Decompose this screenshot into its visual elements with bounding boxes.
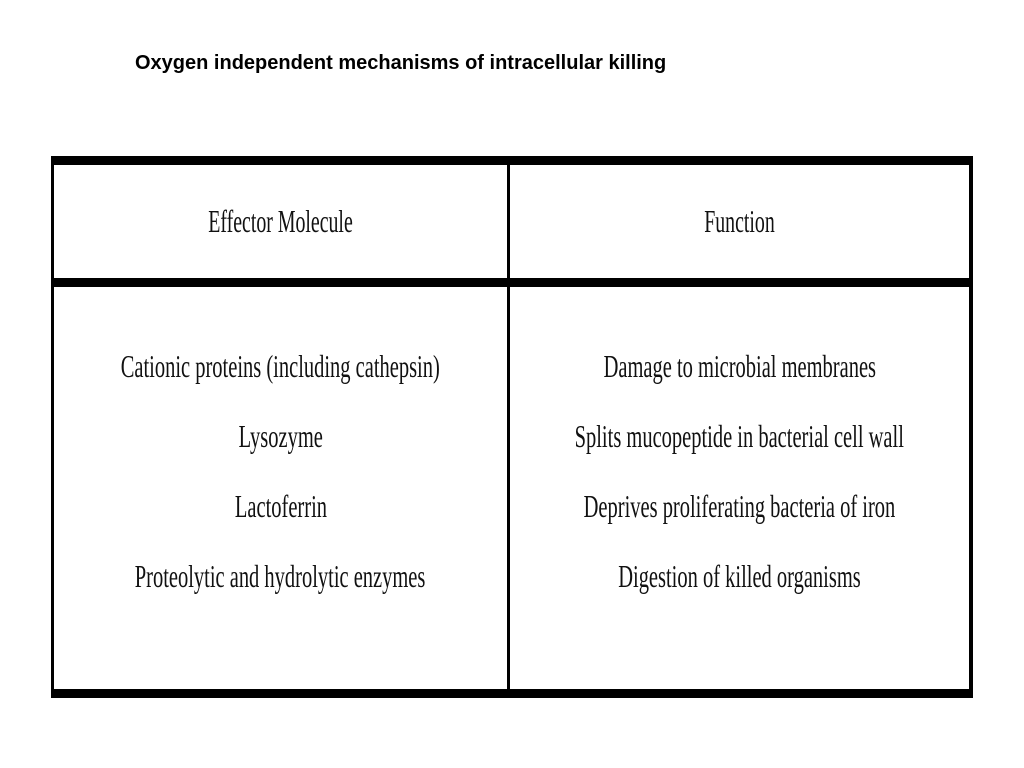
effector-cell: Lysozyme xyxy=(238,418,323,454)
function-cell: Damage to microbial membranes xyxy=(603,348,876,384)
effector-table xyxy=(51,156,973,698)
function-cell: Splits mucopeptide in bacterial cell wall xyxy=(574,418,905,454)
effector-column xyxy=(54,287,507,689)
table-header-divider xyxy=(51,278,973,287)
table-right-border xyxy=(969,156,973,698)
table-top-border xyxy=(51,156,973,165)
header-effector-molecule: Effector Molecule xyxy=(208,203,353,239)
header-function: Function xyxy=(704,203,775,239)
table-bottom-border xyxy=(51,689,973,698)
effector-cell: Cationic proteins (including cathepsin) xyxy=(120,348,441,384)
function-column xyxy=(510,287,969,689)
effector-cell: Proteolytic and hydrolytic enzymes xyxy=(135,558,426,594)
function-cell: Digestion of killed organisms xyxy=(618,558,861,594)
effector-cell: Lactoferrin xyxy=(234,488,327,524)
function-cell: Deprives proliferating bacteria of iron xyxy=(583,488,896,524)
slide-title: Oxygen independent mechanisms of intracellular killing xyxy=(135,52,667,74)
